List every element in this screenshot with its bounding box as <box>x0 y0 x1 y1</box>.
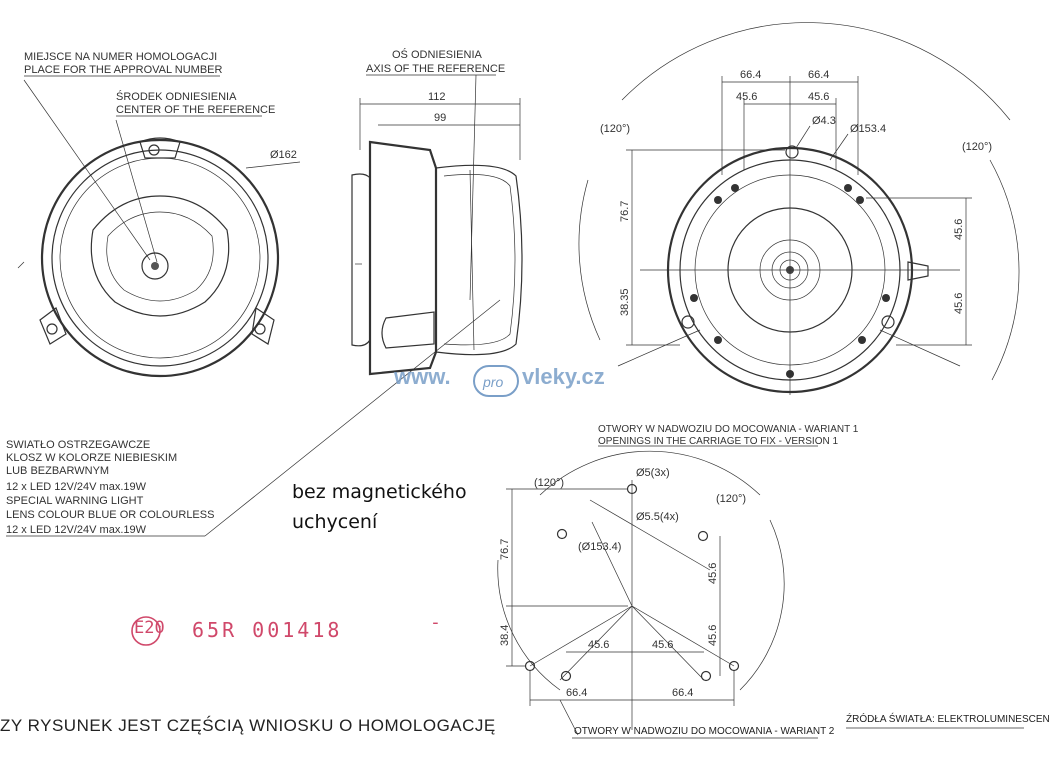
front-diameter-label: Ø162 <box>270 149 297 161</box>
rear-bolt <box>714 196 722 204</box>
desc-en-1: SPECIAL WARNING LIGHT <box>6 495 144 507</box>
axis-label-en: AXIS OF THE REFERENCE <box>366 63 506 75</box>
footer-right: ŹRÓDŁA ŚWIATŁA: ELEKTROLUMINESCEN <box>846 714 1050 725</box>
stamp-dash: - <box>430 612 444 633</box>
rear-dim-45-right: 45.6 <box>808 91 830 103</box>
v1-spoke-upper-left <box>592 522 632 606</box>
front-lug-left-hole <box>47 324 57 334</box>
axis-label-pl: OŚ ODNIESIENIA <box>392 49 482 61</box>
front-outer-rim <box>42 140 278 376</box>
rear-bolt <box>882 294 890 302</box>
axis-leader <box>470 75 476 300</box>
front-lug-left <box>40 308 66 344</box>
v1-pcd-label: (Ø153.4) <box>578 541 622 553</box>
footer-v2: OTWORY W NADWOZIU DO MOCOWANIA - WARIANT 2 <box>574 726 835 737</box>
rear-dim-3835: 38.35 <box>619 288 631 316</box>
front-lug-right-hole <box>255 324 265 334</box>
front-inner-rim <box>52 150 268 366</box>
desc-en-3: 12 x LED 12V/24V max.19W <box>6 524 147 536</box>
mounting-version-1 <box>498 424 859 735</box>
front-view <box>18 51 300 376</box>
rear-dim-66-right: 66.4 <box>808 69 830 81</box>
v1-dim-384: 38.4 <box>499 624 511 646</box>
left-edge-mark <box>18 262 24 268</box>
v1-hole-lower-left <box>562 672 571 681</box>
leader-diameter <box>246 162 300 168</box>
side-dome <box>436 165 522 354</box>
rear-angle-right: (120°) <box>962 141 993 153</box>
v1-dim-456-left: 45.6 <box>588 639 610 651</box>
rear-hole-leader <box>796 126 810 148</box>
dim-99: 99 <box>434 112 447 124</box>
rear-bolt <box>714 336 722 344</box>
v1-title-pl: OTWORY W NADWOZIU DO MOCOWANIA - WARIANT 1 <box>598 424 859 435</box>
rear-arc-right <box>990 160 1019 380</box>
v1-dim-456-right: 45.6 <box>652 639 674 651</box>
note-line-2: uchycení <box>292 511 378 533</box>
desc-pl-2: KLOSZ W KOLORZE NIEBIESKIM <box>6 452 178 464</box>
rear-view <box>579 23 1019 395</box>
rear-dim-456-top: 45.6 <box>953 218 965 240</box>
front-lens-shape <box>91 196 228 316</box>
desc-pl-3: LUB BEZBARWNYM <box>6 465 110 477</box>
side-axis-mark <box>470 170 474 350</box>
side-base <box>352 174 370 346</box>
rear-screw-hole <box>882 316 894 328</box>
stamp-mark: E20 <box>134 618 165 638</box>
desc-pl-4: 12 x LED 12V/24V max.19W <box>6 481 147 493</box>
side-view <box>352 48 522 374</box>
side-connector <box>382 312 434 348</box>
label-center-en: CENTER OF THE REFERENCE <box>116 104 276 116</box>
rear-bolt <box>858 336 866 344</box>
v1-hole-upper-left <box>558 530 567 539</box>
v1-dim-456-right-bottom: 45.6 <box>707 624 719 646</box>
desc-en-2: LENS COLOUR BLUE OR COLOURLESS <box>6 509 215 521</box>
rear-bolt <box>856 196 864 204</box>
v1-dim-664-left: 66.4 <box>566 687 588 699</box>
front-lens-ring <box>60 158 260 358</box>
desc-pl-1: SWIATŁO OSTRZEGAWCZE <box>6 439 151 451</box>
rear-angle-left: (120°) <box>600 123 631 135</box>
side-housing <box>370 142 436 374</box>
footer-main: ZY RYSUNEK JEST CZĘŚCIĄ WNIOSKU O HOMOLOGACJĘ <box>0 716 496 735</box>
stamp-code: 65R 001418 <box>192 618 343 642</box>
rear-bolt <box>690 294 698 302</box>
rear-pcd-leader <box>830 134 848 160</box>
v1-angle-right: (120°) <box>716 493 747 505</box>
rear-leader-bottom-left <box>618 330 700 366</box>
rear-leader-bottom-right <box>880 330 960 366</box>
v1-angle-left: (120°) <box>534 477 565 489</box>
v1-title-en: OPENINGS IN THE CARRIAGE TO FIX - VERSION 1 <box>598 436 839 447</box>
v1-dim-664-right: 66.4 <box>672 687 694 699</box>
v1-hole-upper-right <box>699 532 708 541</box>
label-center-pl: ŚRODEK ODNIESIENIA <box>116 91 237 103</box>
rear-bolt <box>786 370 794 378</box>
rear-screw-hole <box>682 316 694 328</box>
v1-spoke-left <box>530 606 632 666</box>
rear-bolt <box>731 184 739 192</box>
rear-hole-label: Ø4.3 <box>812 115 836 127</box>
watermark-suffix: vleky.cz <box>522 364 605 389</box>
front-lens-inner <box>107 212 214 301</box>
rear-dim-45-left: 45.6 <box>736 91 758 103</box>
dim-112: 112 <box>428 91 446 103</box>
label-approval-pl: MIEJSCE NA NUMER HOMOLOGACJI <box>24 51 218 63</box>
v1-hole-side-label: Ø5.5(4x) <box>636 511 679 523</box>
rear-dim-66-left: 66.4 <box>740 69 762 81</box>
rear-bolt <box>844 184 852 192</box>
rear-arc-left <box>579 180 600 340</box>
front-center-dot <box>151 262 159 270</box>
v1-dim-767: 76.7 <box>499 538 511 560</box>
v1-dim-456-right-top: 45.6 <box>707 562 719 584</box>
note-line-1: bez magnetického <box>292 481 467 503</box>
label-approval-en: PLACE FOR THE APPROVAL NUMBER <box>24 64 223 76</box>
v1-arc-right <box>740 520 784 690</box>
v1-hole-lower-right <box>702 672 711 681</box>
watermark-prefix: www. <box>394 364 451 389</box>
rear-pcd-label: Ø153.4 <box>850 123 887 135</box>
watermark-pro: pro <box>483 374 504 390</box>
rear-dim-456-bottom: 45.6 <box>953 292 965 314</box>
side-dome-inner <box>444 174 515 345</box>
rear-dim-767: 76.7 <box>619 200 631 222</box>
v1-hole-top-label: Ø5(3x) <box>636 467 670 479</box>
